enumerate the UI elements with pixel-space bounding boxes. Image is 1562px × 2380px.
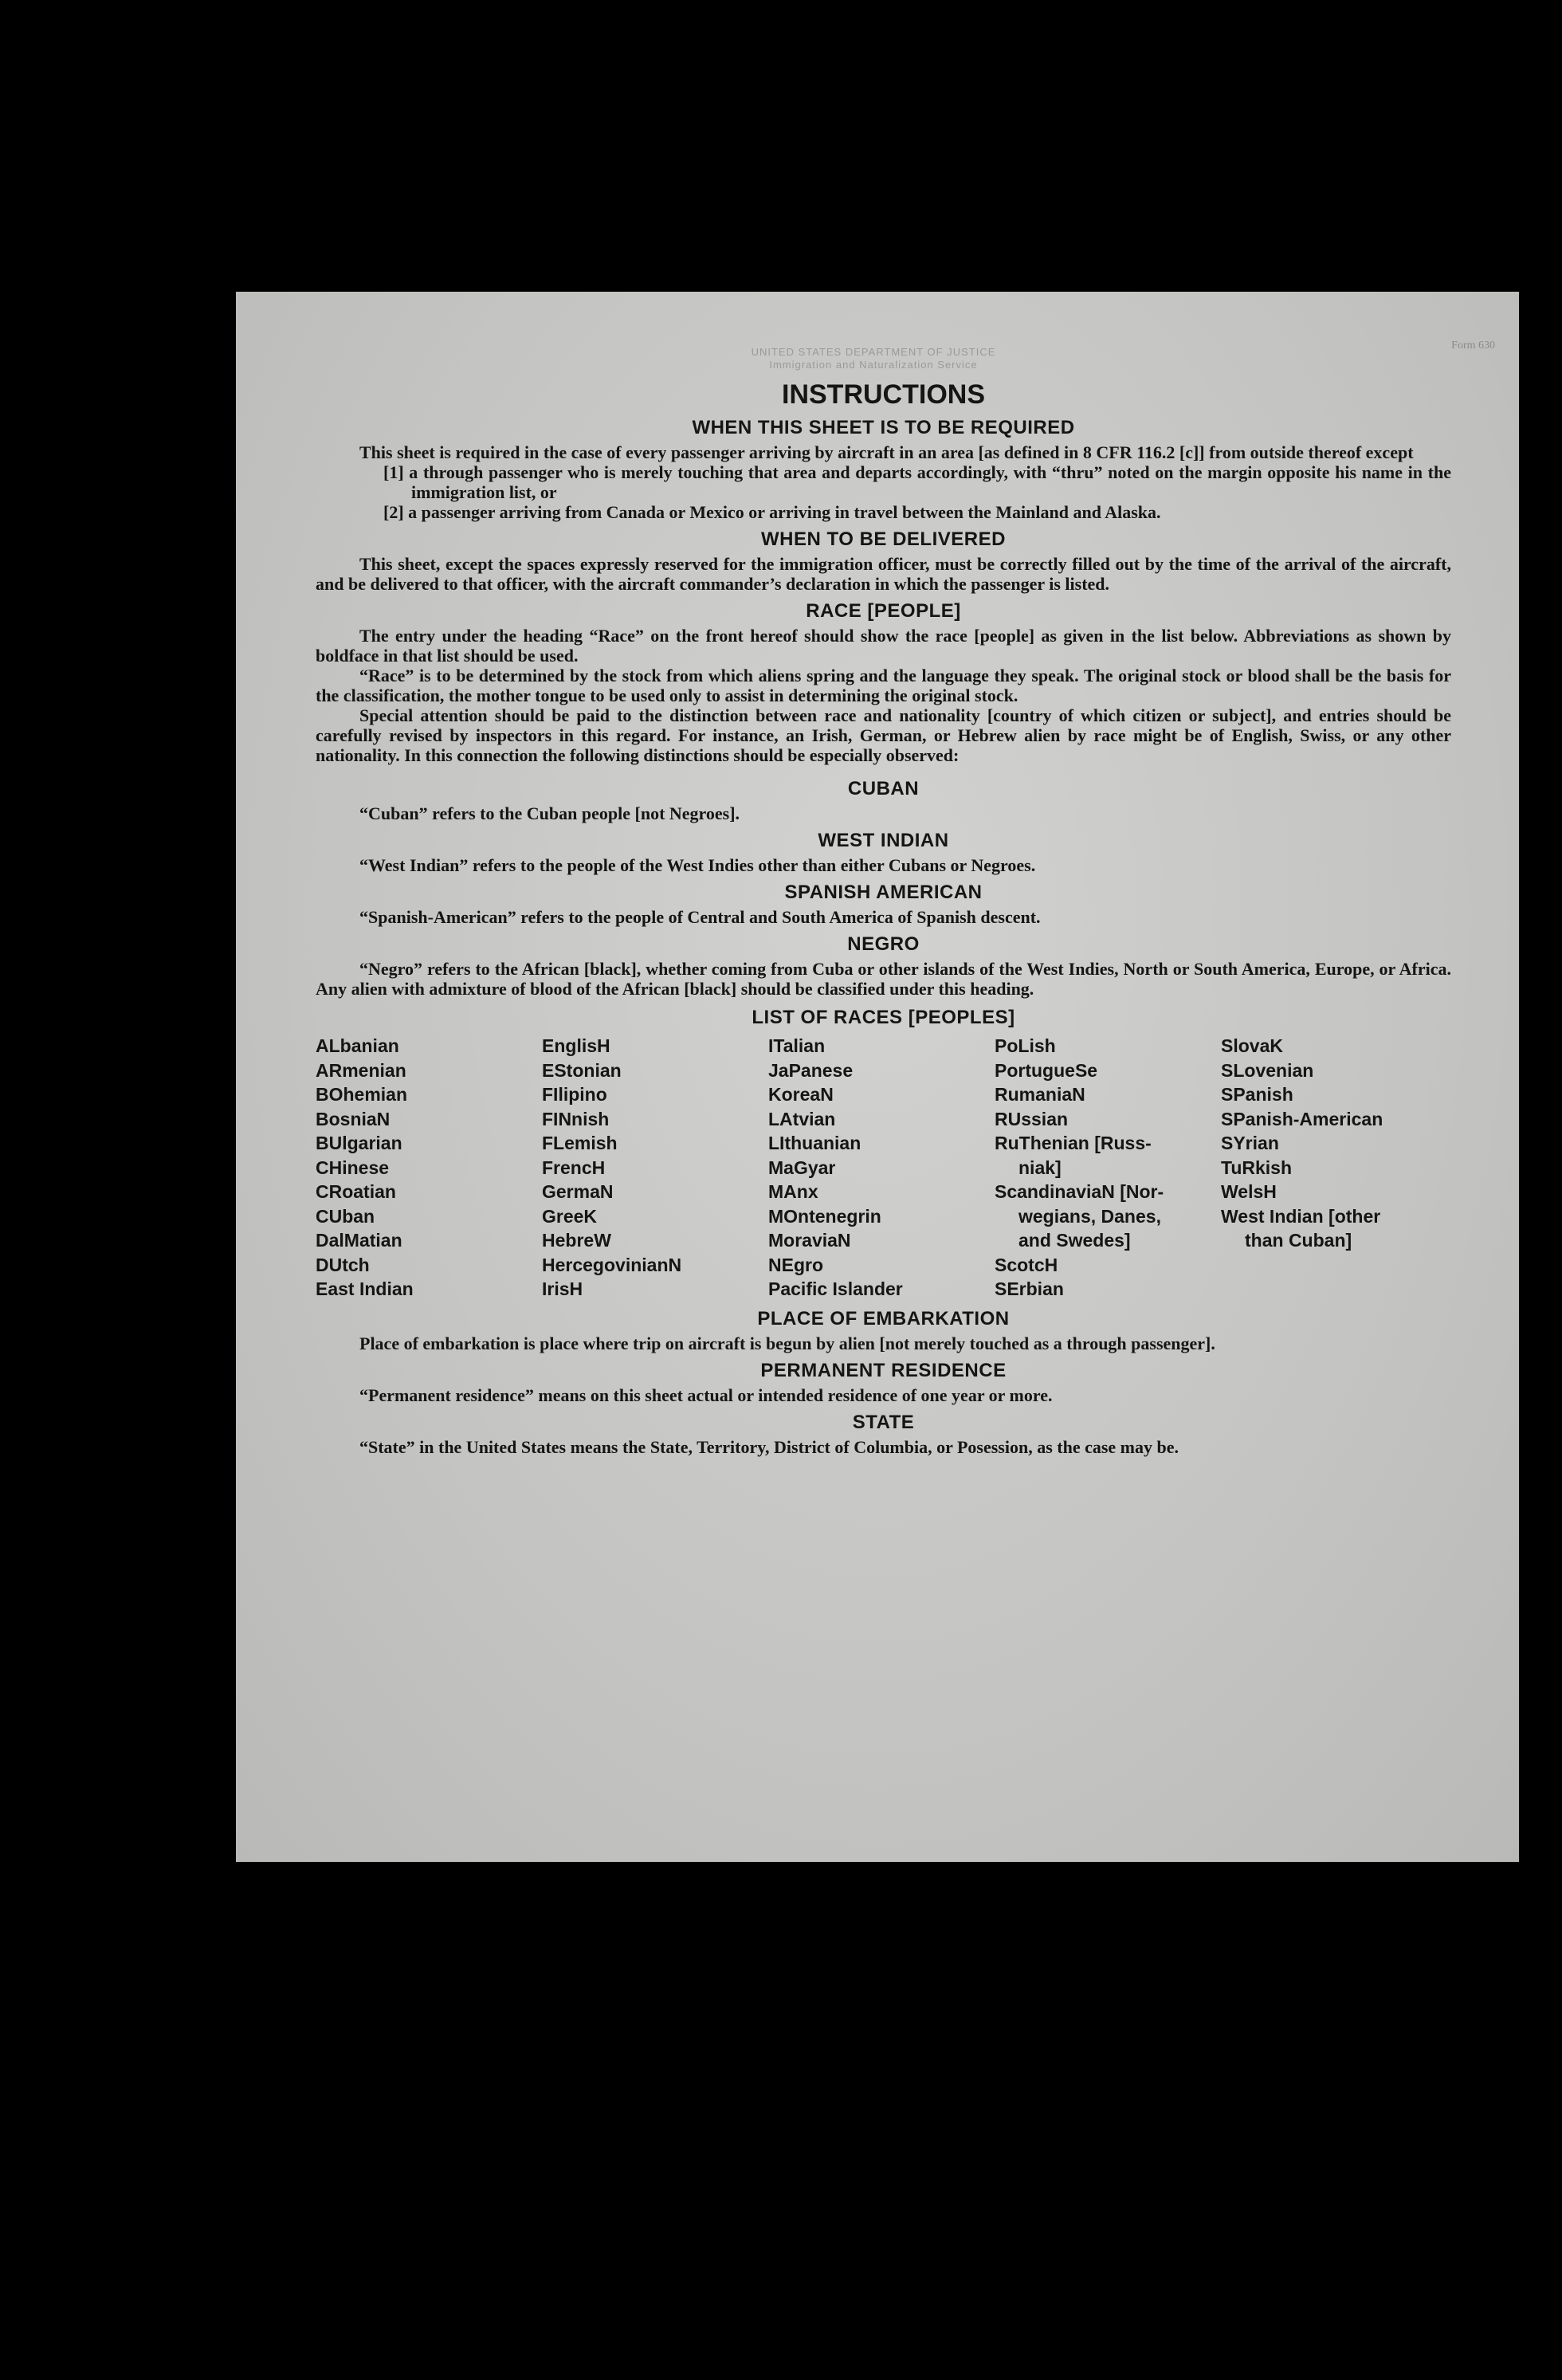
- when-required-item-1: [1] a through passenger who is merely touching that area and departs accordingly, with “thru” noted on the margin opposite his name in the immigration list, or: [383, 462, 1451, 502]
- heading-negro: NEGRO: [847, 933, 920, 955]
- races-column-2: [542, 1034, 768, 1302]
- races-column-1: [316, 1034, 542, 1302]
- race-item: LAtvian: [768, 1108, 836, 1129]
- spanish-american-text: “Spanish-American” refers to the people of Central and South America of Spanish descent.: [359, 907, 1041, 927]
- race-item: WelsH: [1221, 1181, 1277, 1202]
- race-item: EStonian: [542, 1059, 622, 1081]
- race-item: RUssian: [995, 1108, 1069, 1129]
- race-item-continuation: wegians, Danes,: [1018, 1205, 1161, 1227]
- race-item: FINnish: [542, 1108, 610, 1129]
- race-item: DUtch: [316, 1254, 370, 1275]
- race-item: ScandinaviaN [Nor-: [995, 1181, 1164, 1202]
- race-item: DalMatian: [316, 1230, 402, 1251]
- race-item: RumaniaN: [995, 1084, 1085, 1105]
- faint-agency-header: [706, 346, 1041, 371]
- race-item: West Indian [other: [1221, 1205, 1381, 1227]
- cuban-text: “Cuban” refers to the Cuban people [not Negroes].: [359, 803, 740, 823]
- form-number: Form 630: [1451, 340, 1495, 352]
- race-item: East Indian: [316, 1278, 414, 1299]
- when-required-intro: [316, 442, 1451, 462]
- race-item: ScotcH: [995, 1254, 1058, 1275]
- race-item: SPanish-American: [1221, 1108, 1383, 1129]
- race-item: ARmenian: [316, 1059, 406, 1081]
- race-item: HercegovinianN: [542, 1254, 682, 1275]
- race-item: TuRkish: [1221, 1157, 1293, 1178]
- races-column-4: [995, 1034, 1221, 1302]
- west-indian-text: “West Indian” refers to the people of the West Indies other than either Cubans or Negroes.: [359, 855, 1036, 875]
- negro-text: “Negro” refers to the African [black], whether coming from Cuba or other islands of the West Indies, North or South America, Europe, or Africa. Any alien with admixture of blood of the African [black] should be classified under this heading.: [316, 959, 1451, 999]
- race-item-continuation: than Cuban]: [1245, 1230, 1352, 1251]
- heading-when-required: WHEN THIS SHEET IS TO BE REQUIRED: [692, 417, 1075, 438]
- race-item: LIthuanian: [768, 1133, 861, 1153]
- page-title: INSTRUCTIONS: [782, 379, 985, 410]
- when-required-intro-text: This sheet is required in the case of every passenger arriving by aircraft in an area [as defined in 8 CFR 116.2 [c]] from outside thereof: [359, 442, 1362, 462]
- race-item: NEgro: [768, 1254, 823, 1275]
- residence-text: “Permanent residence” means on this sheet actual or intended residence of one year or more.: [359, 1384, 1053, 1405]
- race-item: ITalian: [768, 1035, 826, 1056]
- race-item: MoraviaN: [768, 1230, 851, 1251]
- embarkation-text: Place of embarkation is place where trip on aircraft is begun by alien [not merely touched as a through passenger].: [359, 1333, 1215, 1353]
- race-item: RuThenian [Russ-: [995, 1133, 1152, 1153]
- races-column-3: [768, 1034, 995, 1302]
- race-item: JaPanese: [768, 1059, 854, 1081]
- race-item: PoLish: [995, 1035, 1056, 1056]
- heading-west-indian: WEST INDIAN: [818, 830, 949, 851]
- heading-state: STATE: [852, 1411, 915, 1433]
- heading-residence: PERMANENT RESIDENCE: [760, 1359, 1007, 1381]
- race-item: MAnx: [768, 1181, 818, 1202]
- race-item: SErbian: [995, 1278, 1064, 1299]
- race-item: CUban: [316, 1205, 375, 1227]
- faint-header-line-2: Immigration and Naturalization Service: [769, 359, 978, 371]
- heading-spanish-american: SPANISH AMERICAN: [784, 882, 983, 903]
- race-item: BUlgarian: [316, 1133, 402, 1153]
- race-item: BOhemian: [316, 1084, 408, 1105]
- race-item: CRoatian: [316, 1181, 396, 1202]
- race-item: SPanish: [1221, 1084, 1293, 1105]
- except-word: except: [1365, 442, 1414, 462]
- race-item: IrisH: [542, 1278, 583, 1299]
- race-item: SYrian: [1221, 1133, 1279, 1153]
- heading-list-of-races: LIST OF RACES [PEOPLES]: [752, 1007, 1015, 1028]
- race-item: BosniaN: [316, 1108, 390, 1129]
- race-item: MOntenegrin: [768, 1205, 881, 1227]
- race-item: Pacific Islander: [768, 1278, 903, 1299]
- race-item-continuation: and Swedes]: [1018, 1230, 1131, 1251]
- heading-when-delivered: WHEN TO BE DELIVERED: [761, 528, 1006, 550]
- race-item: MaGyar: [768, 1157, 836, 1178]
- race-paragraph-1: The entry under the heading “Race” on the front hereof should show the race [people] as given in the list below. Abbreviations as shown by boldface in that list should be used.: [316, 626, 1451, 666]
- document-page: [236, 292, 1519, 1862]
- race-item: SlovaK: [1221, 1035, 1283, 1056]
- race-item: FIlipino: [542, 1084, 607, 1105]
- race-item: HebreW: [542, 1230, 611, 1251]
- faint-header-line-1: UNITED STATES DEPARTMENT OF JUSTICE: [751, 346, 996, 358]
- races-list: [316, 1034, 1451, 1302]
- race-item: FrencH: [542, 1157, 606, 1178]
- race-item: CHinese: [316, 1157, 390, 1178]
- state-text: “State” in the United States means the State, Territory, District of Columbia, or Posession, as the case may be.: [359, 1436, 1179, 1457]
- race-item: GermaN: [542, 1181, 614, 1202]
- race-item: ALbanian: [316, 1035, 399, 1056]
- race-item: GreeK: [542, 1205, 598, 1227]
- race-item: EnglisH: [542, 1035, 610, 1056]
- race-item: SLovenian: [1221, 1059, 1314, 1081]
- when-required-item-2: [2] a passenger arriving from Canada or Mexico or arriving in travel between the Mainland and Alaska.: [383, 502, 1161, 522]
- when-delivered-text: This sheet, except the spaces expressly reserved for the immigration officer, must be correctly filled out by the time of the arrival of the aircraft, and be delivered to that officer, with the aircraft commander’s declaration in which the passenger is listed.: [316, 554, 1451, 594]
- heading-cuban: CUBAN: [847, 778, 920, 799]
- race-item-continuation: niak]: [1018, 1157, 1062, 1178]
- heading-race: RACE [PEOPLE]: [806, 600, 961, 622]
- race-item: PortugueSe: [995, 1059, 1098, 1081]
- heading-embarkation: PLACE OF EMBARKATION: [757, 1307, 1010, 1329]
- race-paragraph-3: Special attention should be paid to the distinction between race and nationality [country of which citizen or subject], and entries should be carefully revised by inspectors in this regard. For instance, an Irish, German, or Hebrew alien by race might be of English, Swiss, or any other nationality. In this connection the following distinctions should be especially observed:: [316, 705, 1451, 765]
- race-item: KoreaN: [768, 1084, 834, 1105]
- race-paragraph-2: “Race” is to be determined by the stock from which aliens spring and the language they speak. The original stock or blood shall be the basis for the classification, the mother tongue to be used only to assist in determining the original stock.: [316, 666, 1451, 705]
- race-item: FLemish: [542, 1133, 618, 1153]
- races-column-5: [1221, 1034, 1452, 1302]
